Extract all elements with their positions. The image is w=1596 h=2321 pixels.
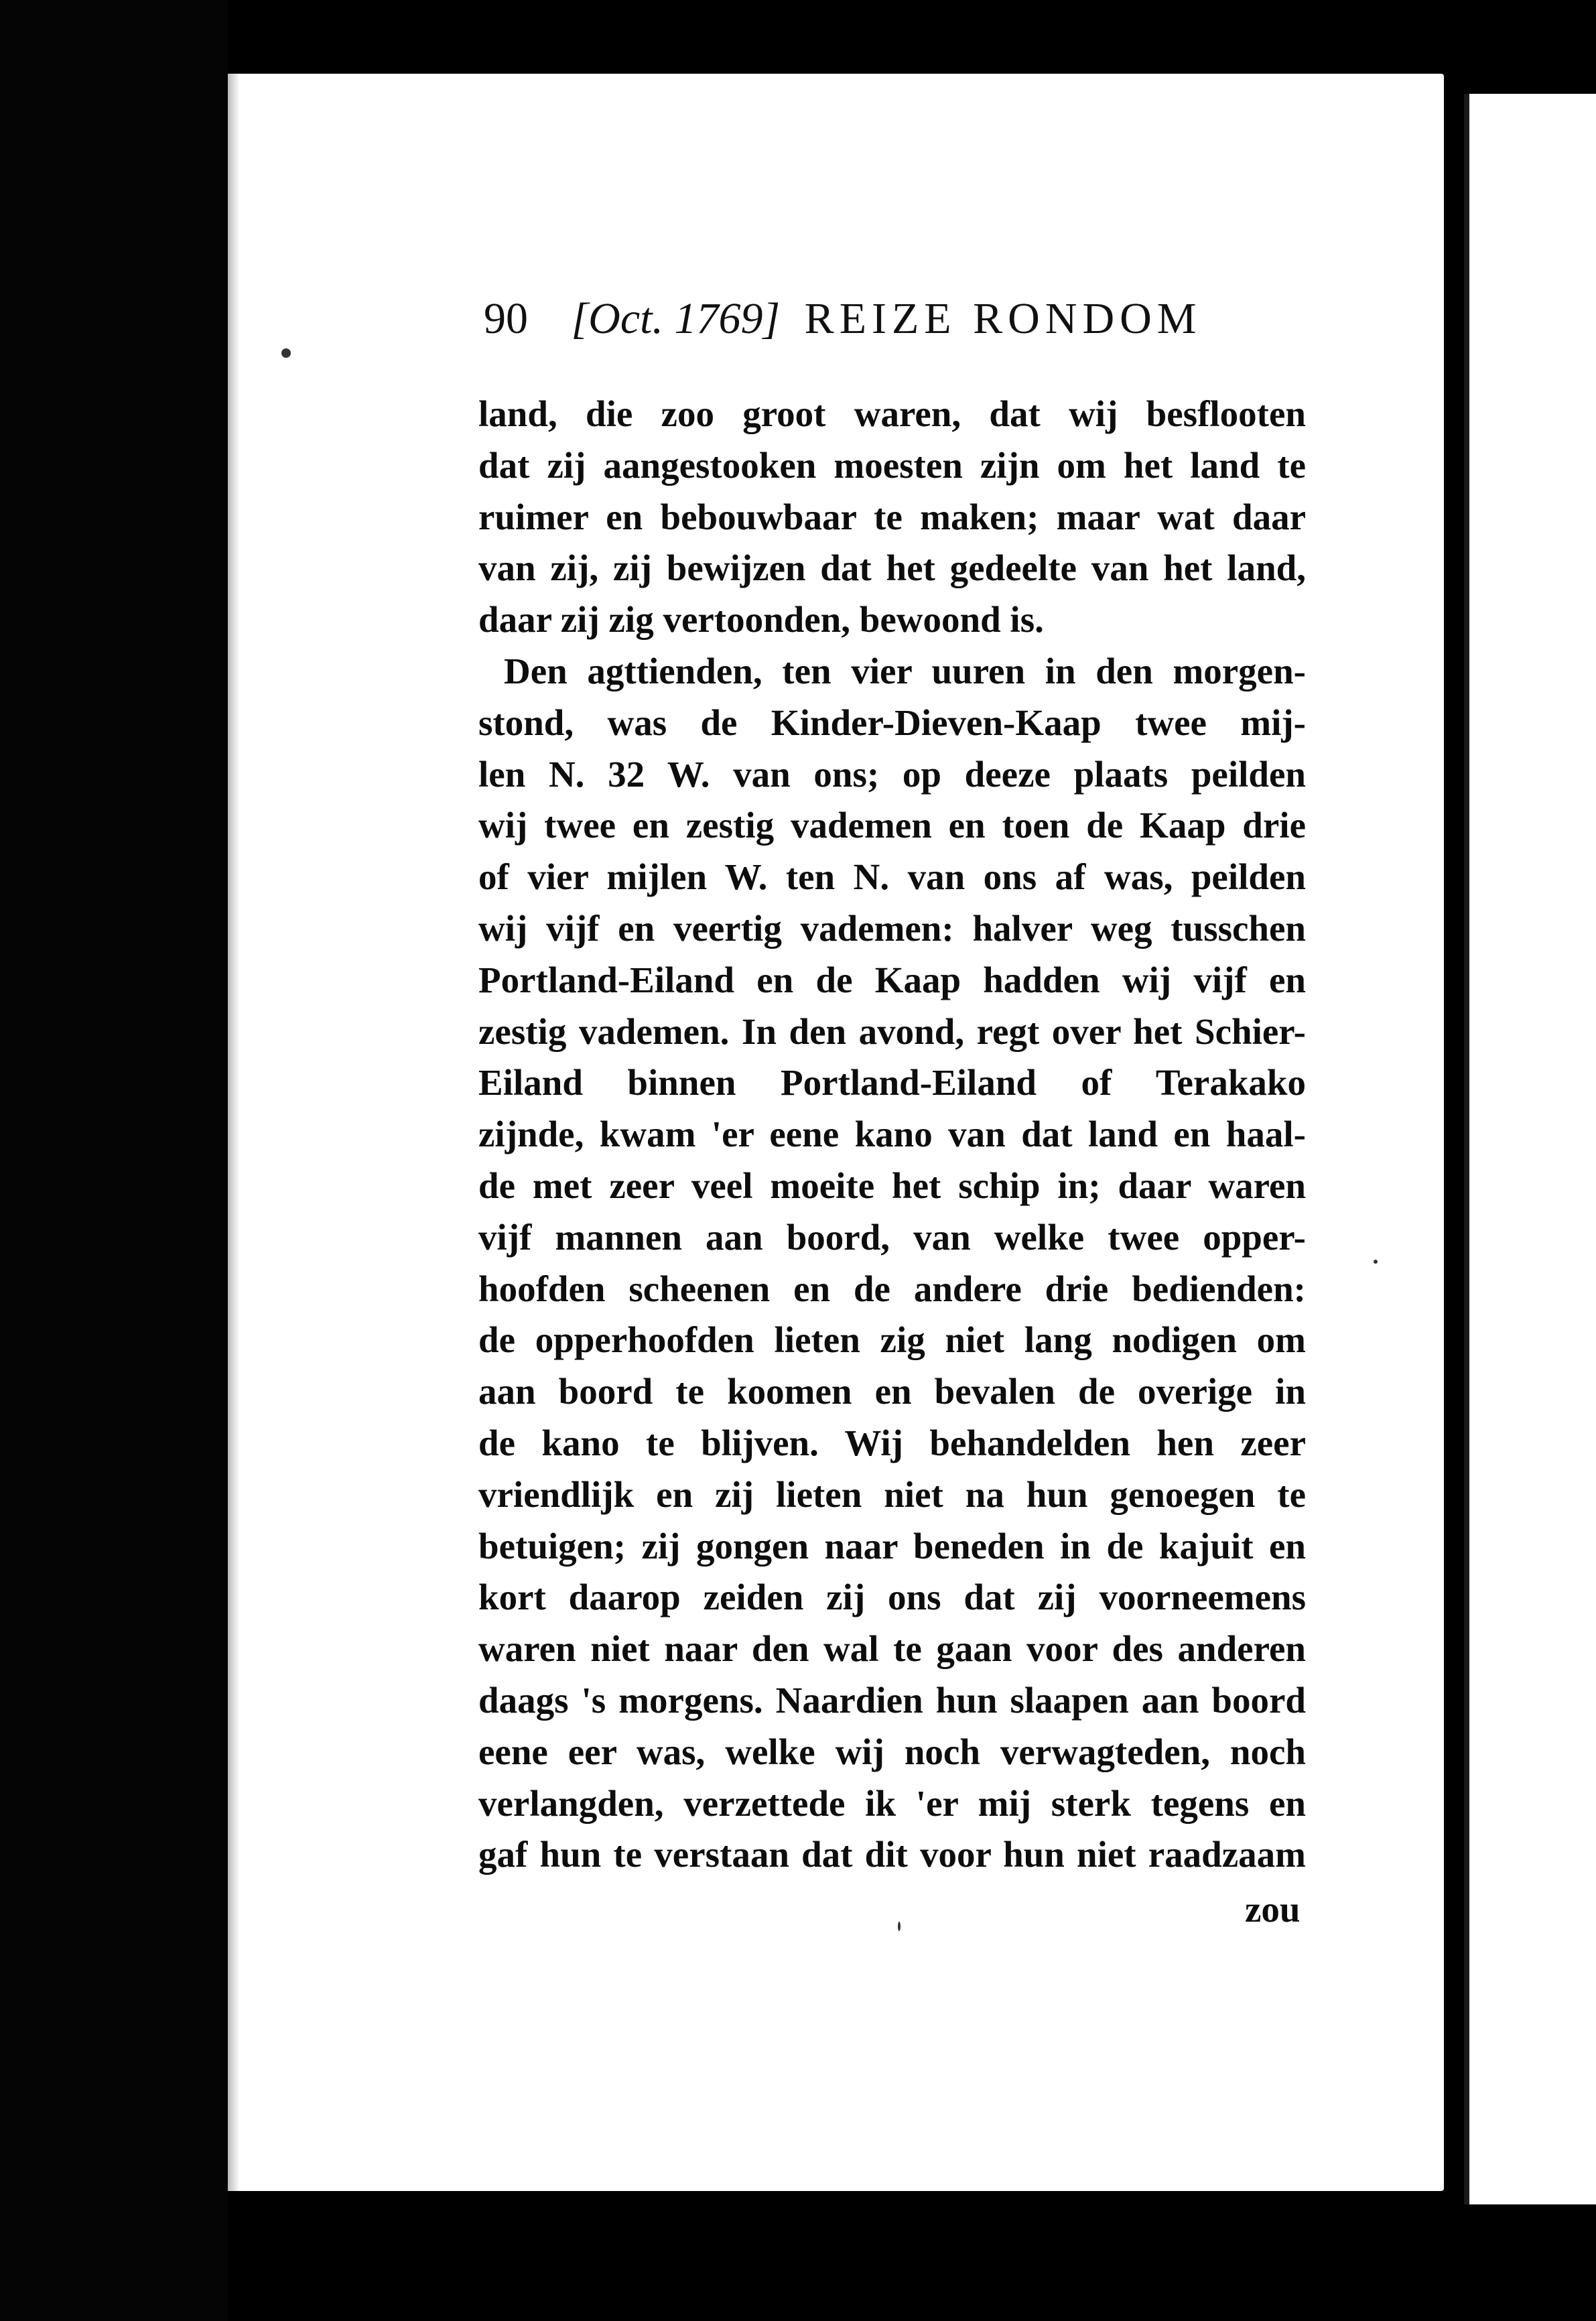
paper-speck bbox=[898, 1922, 901, 1931]
text-line: stond, was de Kinder-Dieven-Kaap twee mij- bbox=[478, 702, 1306, 743]
facing-page-edge bbox=[1464, 94, 1596, 2204]
paper-speck bbox=[1374, 1260, 1378, 1264]
text-line: aan boord te koomen en bevalen de overige in bbox=[478, 1371, 1306, 1412]
text-line: ruimer en bebouwbaar te maken; maar wat daar bbox=[478, 496, 1306, 537]
facing-page-border bbox=[1464, 94, 1469, 2204]
text-line: hoofden scheenen en de andere drie bedienden: bbox=[478, 1268, 1306, 1309]
text-line: betuigen; zij gongen naar beneden in de kajuit en bbox=[478, 1525, 1306, 1567]
scan-left-margin bbox=[0, 0, 228, 2321]
text-line: de kano te blijven. Wij behandelden hen zeer bbox=[478, 1422, 1306, 1463]
running-title: REIZE RONDOM bbox=[804, 294, 1202, 343]
text-line: de opperhoofden lieten zig niet lang nodigen om bbox=[478, 1319, 1306, 1361]
text-line: Portland-Eiland en de Kaap hadden wij vijf en bbox=[478, 959, 1306, 1000]
page-divider bbox=[1444, 0, 1464, 2321]
text-line: gaf hun te verstaan dat dit voor hun niet raadzaam bbox=[478, 1834, 1306, 1875]
date-reference: [Oct. 1769] bbox=[571, 294, 781, 343]
text-line: of vier mijlen W. ten N. van ons af was, peilden bbox=[478, 856, 1306, 898]
catchword: zou bbox=[1245, 1889, 1301, 1930]
text-line: vijf mannen aan boord, van welke twee opper- bbox=[478, 1216, 1306, 1258]
text-line: zestig vademen. In den avond, regt over het Schier- bbox=[478, 1010, 1306, 1052]
text-line: de met zeer veel moeite het schip in; daar waren bbox=[478, 1165, 1306, 1206]
text-line: len N. 32 W. van ons; op deeze plaats peilden bbox=[478, 753, 1306, 795]
text-line: daar zij zig vertoonden, bewoond is. bbox=[478, 599, 1044, 641]
text-line: van zij, zij bewijzen dat het gedeelte van het land, bbox=[478, 547, 1306, 589]
text-line: kort daarop zeiden zij ons dat zij voorneemens bbox=[478, 1577, 1306, 1618]
text-line: land, die zoo groot waren, dat wij besflooten bbox=[478, 393, 1306, 434]
text-line: daags 's morgens. Naardien hun slaapen aan boord bbox=[478, 1679, 1306, 1721]
text-line: dat zij aangestooken moesten zijn om het land te bbox=[478, 444, 1306, 486]
text-line: eene eer was, welke wij noch verwagteden, noch bbox=[478, 1731, 1306, 1772]
page-number: 90 bbox=[484, 294, 528, 343]
text-line: wij twee en zestig vademen en toen de Kaap drie bbox=[478, 805, 1306, 846]
text-line: waren niet naar den wal te gaan voor des anderen bbox=[478, 1628, 1306, 1670]
page-gutter-shadow bbox=[228, 74, 240, 2191]
text-line: verlangden, verzettede ik 'er mij sterk tegens en bbox=[478, 1782, 1306, 1824]
text-line: Eiland binnen Portland-Eiland of Terakako bbox=[478, 1062, 1306, 1104]
text-line: zijnde, kwam 'er eene kano van dat land en haal- bbox=[478, 1114, 1306, 1155]
text-line: wij vijf en veertig vademen: halver weg tusschen bbox=[478, 907, 1306, 949]
text-line: Den agttienden, ten vier uuren in den morgen- bbox=[504, 650, 1306, 691]
paper-speck bbox=[281, 348, 291, 358]
text-line: vriendlijk en zij lieten niet na hun genoegen te bbox=[478, 1473, 1306, 1515]
running-header bbox=[484, 293, 1248, 354]
body-text bbox=[478, 389, 1306, 1881]
